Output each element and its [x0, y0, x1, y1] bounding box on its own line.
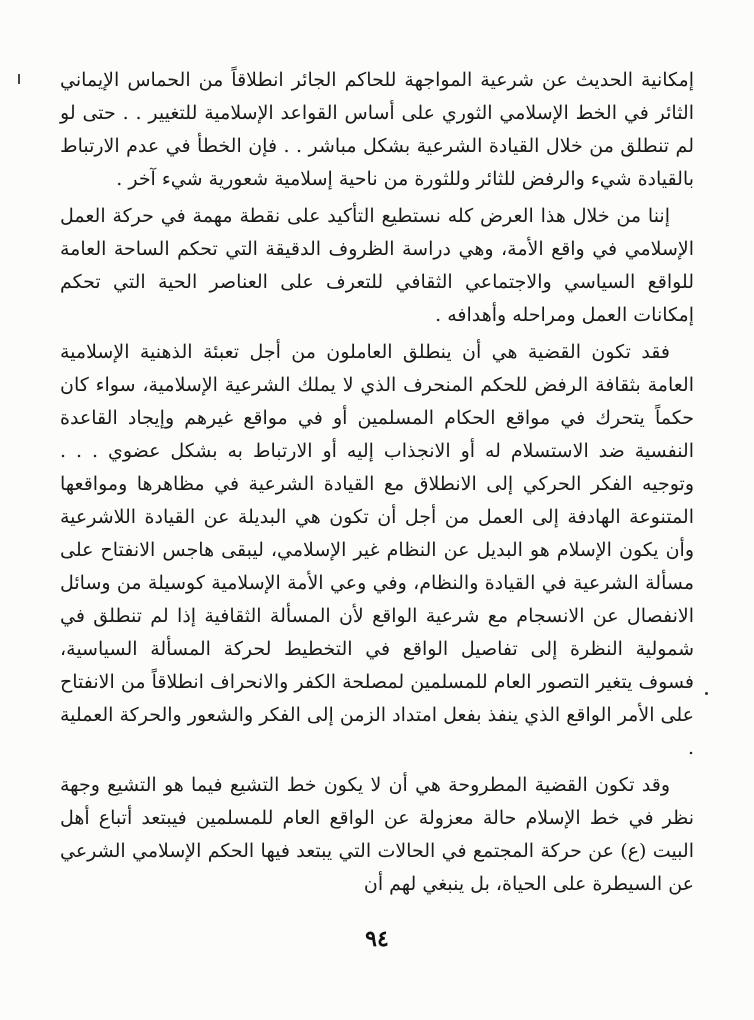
paragraph-2: إننا من خلال هذا العرض كله نستطيع التأكيد على نقطة مهمة في حركة العمل الإسلامي في واقع الأمة، وهي دراسة الظروف الدقيقة التي تحكم الساحة العامة للواقع السياسي والاجتماعي الثقافي للتعرف على العناصر الحية التي تحكم إمكانات العمل ومراحله وأهدافه .	[60, 205, 694, 326]
body-text	[60, 64, 694, 901]
paragraph-4: وقد تكون القضية المطروحة هي أن لا يكون خط التشيع فيما هو التشيع وجهة نظر في خط الإسلام حالة معزولة عن الواقع العام للمسلمين فيبتعد أتباع أهل البيت (ع) عن حركة المجتمع في الحالات التي يبتعد فيها الحكم الإسلامي الشرعي عن السيطرة على الحياة، بل ينبغي لهم أن	[60, 774, 694, 895]
paragraph-1: إمكانية الحديث عن شرعية المواجهة للحاكم الجائر انطلاقاً من الحماس الإيماني الثائر في الخط الإسلامي الثوري على أساس القواعد الإسلامية للتغيير . . حتى لو لم تنطلق من خلال القيادة الشرعية بشكل مباشر . . فإن الخطأ في عدم الارتباط بالقيادة شيء والرفض للثائر وللثورة من ناحية إسلامية شعورية شيء آخر .	[60, 69, 694, 190]
paragraph-3: فقد تكون القضية هي أن ينطلق العاملون من أجل تعبئة الذهنية الإسلامية العامة بثقافة الرفض للحكم المنحرف الذي لا يملك الشرعية الإسلامية، سواء كان حكماً يتحرك في مواقع الحكام المسلمين أو في مواقع غيرهم وإيجاد القاعدة النفسية ضد الاستسلام له أو الانجذاب إليه أو الارتباط به بشكل عضوي . . . وتوجيه الفكر الحركي إلى الانطلاق مع القيادة الشرعية في مظاهرها ومواقعها المتنوعة الهادفة إلى العمل من أجل أن تكون هي البديلة عن القيادة اللاشرعية وأن يكون الإسلام هو البديل عن النظام غير الإسلامي، ليبقى هاجس الانفتاح على مسألة الشرعية في القيادة والنظام، وفي وعي الأمة الإسلامية كوسيلة من وسائل الانفصال عن الانسجام مع شرعية الواقع لأن المسألة الثقافية إذا لم تنطلق في شمولية النظرة إلى تفاصيل الواقع في التخطيط لحركة المسألة السياسية، فسوف يتغير التصور العام للمسلمين لمصلحة الكفر والانحراف انطلاقاً من الانفتاح على الأمر الواقع الذي ينفذ بفعل امتداد الزمن إلى الفكر والشعور والحركة العملية .	[60, 341, 694, 759]
margin-dot	[705, 692, 708, 695]
page-number: ٩٤	[365, 926, 389, 952]
margin-mark	[18, 74, 20, 84]
